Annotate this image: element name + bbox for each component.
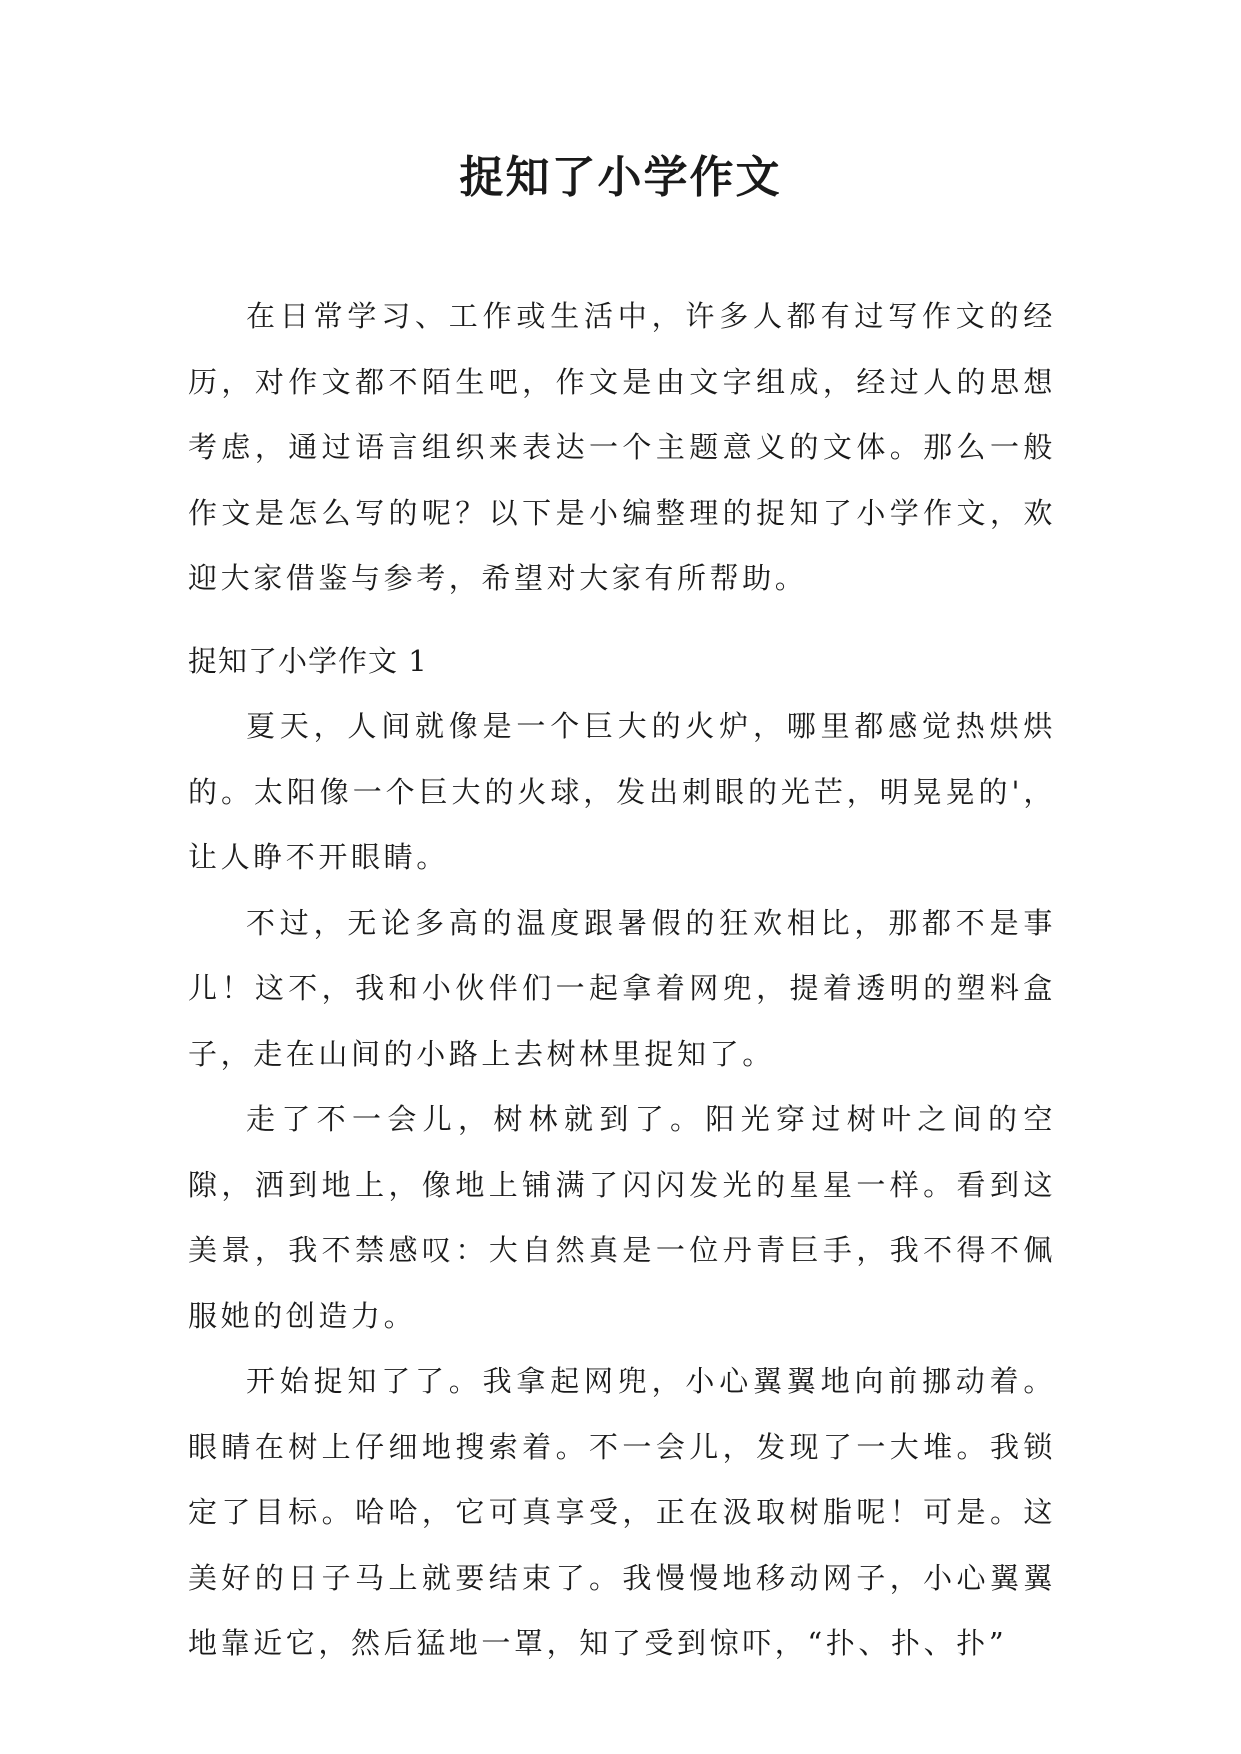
intro-paragraph: 在日常学习、工作或生活中，许多人都有过写作文的经历，对作文都不陌生吧，作文是由文字组成，经过人的思想考虑，通过语言组织来表达一个主题意义的文体。那么一般作文是怎么写的呢？以下是小编整理的捉知了小学作文，欢迎大家借鉴与参考，希望对大家有所帮助。 [188,299,1056,595]
paragraph-1: 夏天，人间就像是一个巨大的火炉，哪里都感觉热烘烘的。太阳像一个巨大的火球，发出刺眼的光芒，明晃晃的'，让人睁不开眼睛。 [188,709,1056,874]
intro-block [188,284,1056,612]
document-title: 捉知了小学作文 [459,152,782,203]
paragraph-4: 开始捉知了了。我拿起网兜，小心翼翼地向前挪动着。眼睛在树上仔细地搜索着。不一会儿，发现了一大堆。我锁定了目标。哈哈，它可真享受，正在汲取树脂呢！可是。这美好的日子马上就要结束了。我慢慢地移动网子，小心翼翼地靠近它，然后猛地一罩，知了受到惊吓，“扑、扑、扑” [188,1364,1056,1660]
paragraph-2: 不过，无论多高的温度跟暑假的狂欢相比，那都不是事儿！这不，我和小伙伴们一起拿着网兜，提着透明的塑料盒子，走在山间的小路上去树林里捉知了。 [188,905,1056,1071]
paragraph-3: 走了不一会儿，树林就到了。阳光穿过树叶之间的空隙，洒到地上，像地上铺满了闪闪发光的星星一样。看到这美景，我不禁感叹：大自然真是一位丹青巨手，我不得不佩服她的创造力。 [188,1102,1056,1333]
article-body [188,694,1056,1677]
section-heading: 捉知了小学作文 1 [188,644,428,678]
